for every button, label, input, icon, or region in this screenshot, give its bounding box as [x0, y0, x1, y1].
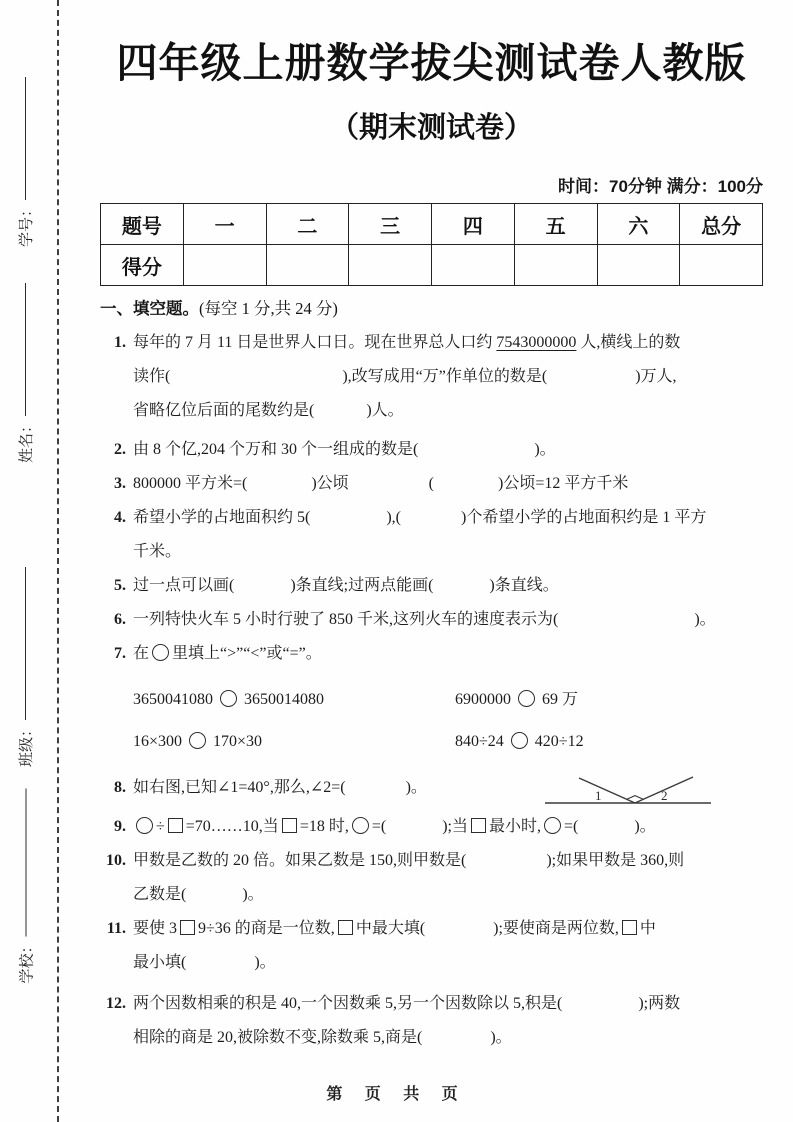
circle-symbol — [152, 644, 169, 661]
student-name-blank-line — [25, 283, 26, 416]
question-7-line-1: 在 里填上“>”“<”或“=”。 — [133, 645, 322, 662]
score-header-cell: 一 — [183, 204, 266, 245]
student-name-field — [14, 283, 36, 463]
question-2 — [100, 433, 763, 467]
question-9-line-1: ÷ =70……10,当 =18 时, =( );当 最小时, =( )。 — [133, 810, 763, 844]
angle-2-label: 2 — [661, 788, 668, 803]
circle-symbol — [544, 817, 561, 834]
question-number: 5. — [114, 577, 126, 594]
question-number: 9. — [114, 818, 126, 835]
question-10-line-1: 甲数是乙数的 20 倍。如果乙数是 150,则甲数是( );如果甲数是 360,则 — [133, 852, 685, 869]
question-text: 每年的 7 月 11 日是世界人口日。现在世界总人口约 — [133, 334, 497, 351]
question-2-line-1: 由 8 个亿,204 个万和 30 个一组成的数是( )。 — [133, 441, 556, 458]
question-number: 6. — [114, 611, 126, 628]
circle-symbol — [511, 732, 528, 749]
comparison-item: 840÷24 420÷12 — [455, 733, 584, 750]
score-cell-empty — [514, 245, 597, 286]
question-1 — [100, 326, 763, 428]
score-header-cell: 六 — [597, 204, 680, 245]
question-11 — [100, 912, 763, 980]
class-label: 班级： — [17, 721, 35, 767]
question-number: 2. — [114, 441, 126, 458]
question-5 — [100, 569, 763, 603]
school-blank-line — [25, 789, 26, 937]
section-note: (每空 1 分,共 24 分) — [199, 299, 338, 318]
score-header-cell: 题号 — [101, 204, 184, 245]
question-7 — [100, 637, 763, 771]
score-header-cell: 二 — [266, 204, 349, 245]
question-number: 4. — [114, 509, 126, 526]
question-number: 3. — [114, 475, 126, 492]
binding-dashed-line — [57, 0, 59, 1122]
school-field — [15, 789, 37, 984]
question-1-line-1 — [133, 326, 763, 360]
question-12 — [100, 987, 763, 1055]
circle-symbol — [220, 690, 237, 707]
page-subtitle: （期末测试卷） — [329, 112, 533, 144]
question-number: 7. — [114, 645, 126, 662]
question-1-line-2: 读作( ),改写成用“万”作单位的数是( )万人, — [133, 368, 677, 385]
angle-figure — [543, 773, 715, 809]
score-header-cell: 三 — [349, 204, 432, 245]
question-10-line-2: 乙数是( )。 — [133, 886, 264, 903]
question-9 — [100, 810, 763, 844]
question-10 — [100, 844, 763, 912]
question-list — [100, 326, 763, 1055]
angle-1-label: 1 — [595, 788, 602, 803]
question-number: 10. — [106, 852, 126, 869]
score-table — [100, 203, 763, 286]
score-header-cell: 五 — [514, 204, 597, 245]
box-symbol — [282, 818, 297, 833]
question-11-line-2: 最小填( )。 — [133, 954, 276, 971]
section-heading — [100, 297, 763, 320]
score-cell-empty — [183, 245, 266, 286]
question-8-line-1: 如右图,已知∠1=40°,那么,∠2=( )。 — [133, 779, 427, 796]
comparison-item: 6900000 69 万 — [455, 691, 579, 708]
box-symbol — [168, 818, 183, 833]
score-cell-empty — [432, 245, 515, 286]
circle-symbol — [189, 732, 206, 749]
circle-symbol — [136, 817, 153, 834]
question-1-line-3: 省略亿位后面的尾数约是( )人。 — [133, 402, 404, 419]
question-11-line-1: 要使 3 9÷36 的商是一位数, 中最大填( );要使商是两位数, 中 — [133, 920, 656, 937]
student-id-label: 学号： — [17, 201, 35, 247]
circle-symbol — [352, 817, 369, 834]
class-blank-line — [25, 567, 26, 720]
score-header-cell: 四 — [432, 204, 515, 245]
circle-symbol — [518, 690, 535, 707]
class-field — [14, 567, 36, 767]
underlined-number: 7543000000 — [496, 334, 577, 351]
question-12-line-1: 两个因数相乘的积是 40,一个因数乘 5,另一个因数除以 5,积是( );两数 — [133, 995, 681, 1012]
question-4-line-2: 千米。 — [133, 543, 182, 560]
exam-meta: 时间：70分钟 满分：100分 — [558, 177, 763, 196]
score-cell-empty — [597, 245, 680, 286]
question-number: 12. — [106, 995, 126, 1012]
school-label: 学校： — [18, 938, 35, 984]
question-number: 1. — [114, 334, 126, 351]
question-3-line-1: 800000 平方米=( )公顷 ( )公顷=12 平方千米 — [133, 475, 629, 492]
student-id-field — [14, 77, 36, 247]
score-header-cell: 总分 — [680, 204, 763, 245]
box-symbol — [622, 920, 637, 935]
box-symbol — [471, 818, 486, 833]
score-cell-empty — [349, 245, 432, 286]
question-3 — [100, 467, 763, 501]
score-cell-empty — [680, 245, 763, 286]
section-title: 一、填空题。 — [100, 299, 199, 318]
question-number: 8. — [114, 779, 126, 796]
student-name-label: 姓名： — [17, 417, 35, 463]
score-cell-empty — [266, 245, 349, 286]
question-4-line-1: 希望小学的占地面积约 5( ),( )个希望小学的占地面积约是 1 平方 — [133, 509, 707, 526]
page-footer: 第 页 共 页 — [326, 1086, 467, 1103]
page-title: 四年级上册数学拔尖测试卷人教版 — [116, 40, 747, 86]
box-symbol — [338, 920, 353, 935]
student-id-blank-line — [25, 77, 26, 200]
question-6-line-1: 一列特快火车 5 小时行驶了 850 千米,这列火车的速度表示为( )。 — [133, 611, 716, 628]
question-8 — [100, 771, 763, 805]
score-table-score-row — [101, 245, 763, 286]
comparison-item: 16×300 170×30 — [133, 733, 263, 750]
question-number: 11. — [106, 920, 126, 937]
comparison-grid — [133, 679, 763, 763]
box-symbol — [180, 920, 195, 935]
question-12-line-2: 相除的商是 20,被除数不变,除数乘 5,商是( )。 — [133, 1029, 512, 1046]
question-4 — [100, 501, 763, 569]
score-row-label: 得分 — [101, 245, 184, 286]
main-column — [100, 0, 763, 1055]
question-6 — [100, 603, 763, 637]
score-table-header-row — [101, 204, 763, 245]
question-5-line-1: 过一点可以画( )条直线;过两点能画( )条直线。 — [133, 577, 559, 594]
question-text: 人,横线上的数 — [576, 334, 681, 351]
comparison-item: 3650041080 3650014080 — [133, 691, 324, 708]
